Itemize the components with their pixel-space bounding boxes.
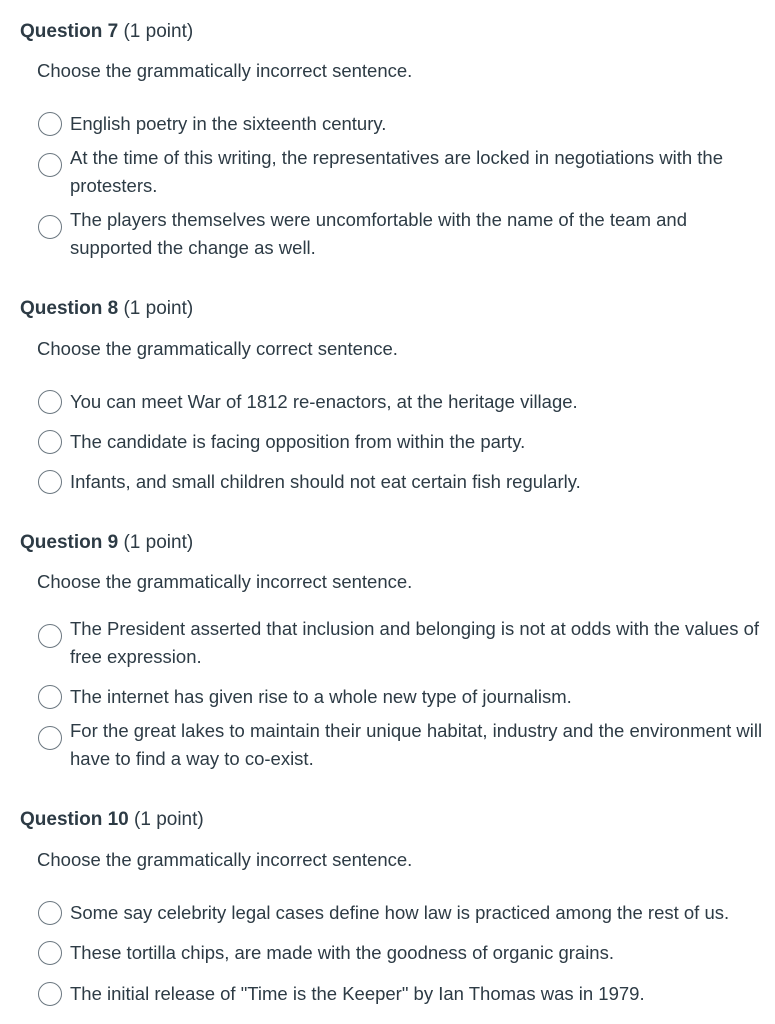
radio-button[interactable]: [38, 685, 62, 709]
question-9-title: [20, 532, 193, 554]
option-label: Some say celebrity legal cases define how law is practiced among the rest of us.: [70, 902, 730, 923]
question-9-option-3[interactable]: [38, 720, 768, 773]
question-number: Question 7: [20, 21, 119, 42]
question-number: Question 10: [20, 809, 129, 830]
radio-button[interactable]: [38, 470, 62, 494]
question-10-prompt: Choose the grammatically incorrect sentence.: [37, 849, 413, 870]
question-points: (1 point): [123, 21, 194, 42]
radio-button[interactable]: [38, 982, 62, 1006]
question-8-prompt: Choose the grammatically correct sentence.: [37, 338, 398, 359]
question-7-prompt: Choose the grammatically incorrect sentence.: [37, 60, 413, 81]
question-points: (1 point): [134, 809, 204, 830]
radio-button[interactable]: [38, 390, 62, 414]
option-label: At the time of this writing, the representatives are locked in negotiations with the protesters.: [70, 147, 723, 196]
option-label: The initial release of "Time is the Keeper" by Ian Thomas was in 1979.: [70, 983, 645, 1004]
option-label: The President asserted that inclusion and belonging is not at odds with the values of free expression.: [70, 618, 760, 667]
question-8-title: [20, 298, 193, 320]
radio-button[interactable]: [38, 112, 62, 136]
option-label: Infants, and small children should not eat certain fish regularly.: [70, 471, 581, 492]
question-10-option-1[interactable]: [38, 901, 768, 927]
question-9-option-1[interactable]: [38, 618, 768, 671]
question-8-option-2[interactable]: [38, 430, 768, 456]
option-label: These tortilla chips, are made with the goodness of organic grains.: [70, 942, 614, 963]
question-number: Question 9: [20, 532, 119, 553]
radio-button[interactable]: [38, 430, 62, 454]
question-9-option-2[interactable]: [38, 685, 768, 711]
question-7-option-3[interactable]: [38, 209, 768, 262]
question-7-title: [20, 21, 193, 43]
question-10-title: [20, 809, 204, 831]
question-7-option-1[interactable]: [38, 112, 768, 138]
question-7-option-2[interactable]: [38, 147, 768, 200]
radio-button[interactable]: [38, 215, 62, 239]
question-10-option-2[interactable]: [38, 941, 768, 967]
radio-button[interactable]: [38, 901, 62, 925]
question-points: (1 point): [123, 298, 194, 319]
option-label: The internet has given rise to a whole new type of journalism.: [70, 686, 572, 707]
question-number: Question 8: [20, 298, 119, 319]
radio-button[interactable]: [38, 941, 62, 965]
radio-button[interactable]: [38, 726, 62, 750]
radio-button[interactable]: [38, 624, 62, 648]
option-label: English poetry in the sixteenth century.: [70, 113, 387, 134]
question-8-option-3[interactable]: [38, 470, 768, 496]
question-10-option-3[interactable]: [38, 982, 768, 1008]
option-label: You can meet War of 1812 re-enactors, at the heritage village.: [70, 391, 578, 412]
question-points: (1 point): [123, 532, 194, 553]
question-9-prompt: Choose the grammatically incorrect sentence.: [37, 571, 413, 592]
option-label: For the great lakes to maintain their unique habitat, industry and the environment will have to find a way to co-exist.: [70, 720, 763, 769]
option-label: The players themselves were uncomfortable with the name of the team and supported the change as well.: [70, 209, 687, 258]
radio-button[interactable]: [38, 153, 62, 177]
option-label: The candidate is facing opposition from within the party.: [70, 431, 526, 452]
question-8-option-1[interactable]: [38, 390, 768, 416]
